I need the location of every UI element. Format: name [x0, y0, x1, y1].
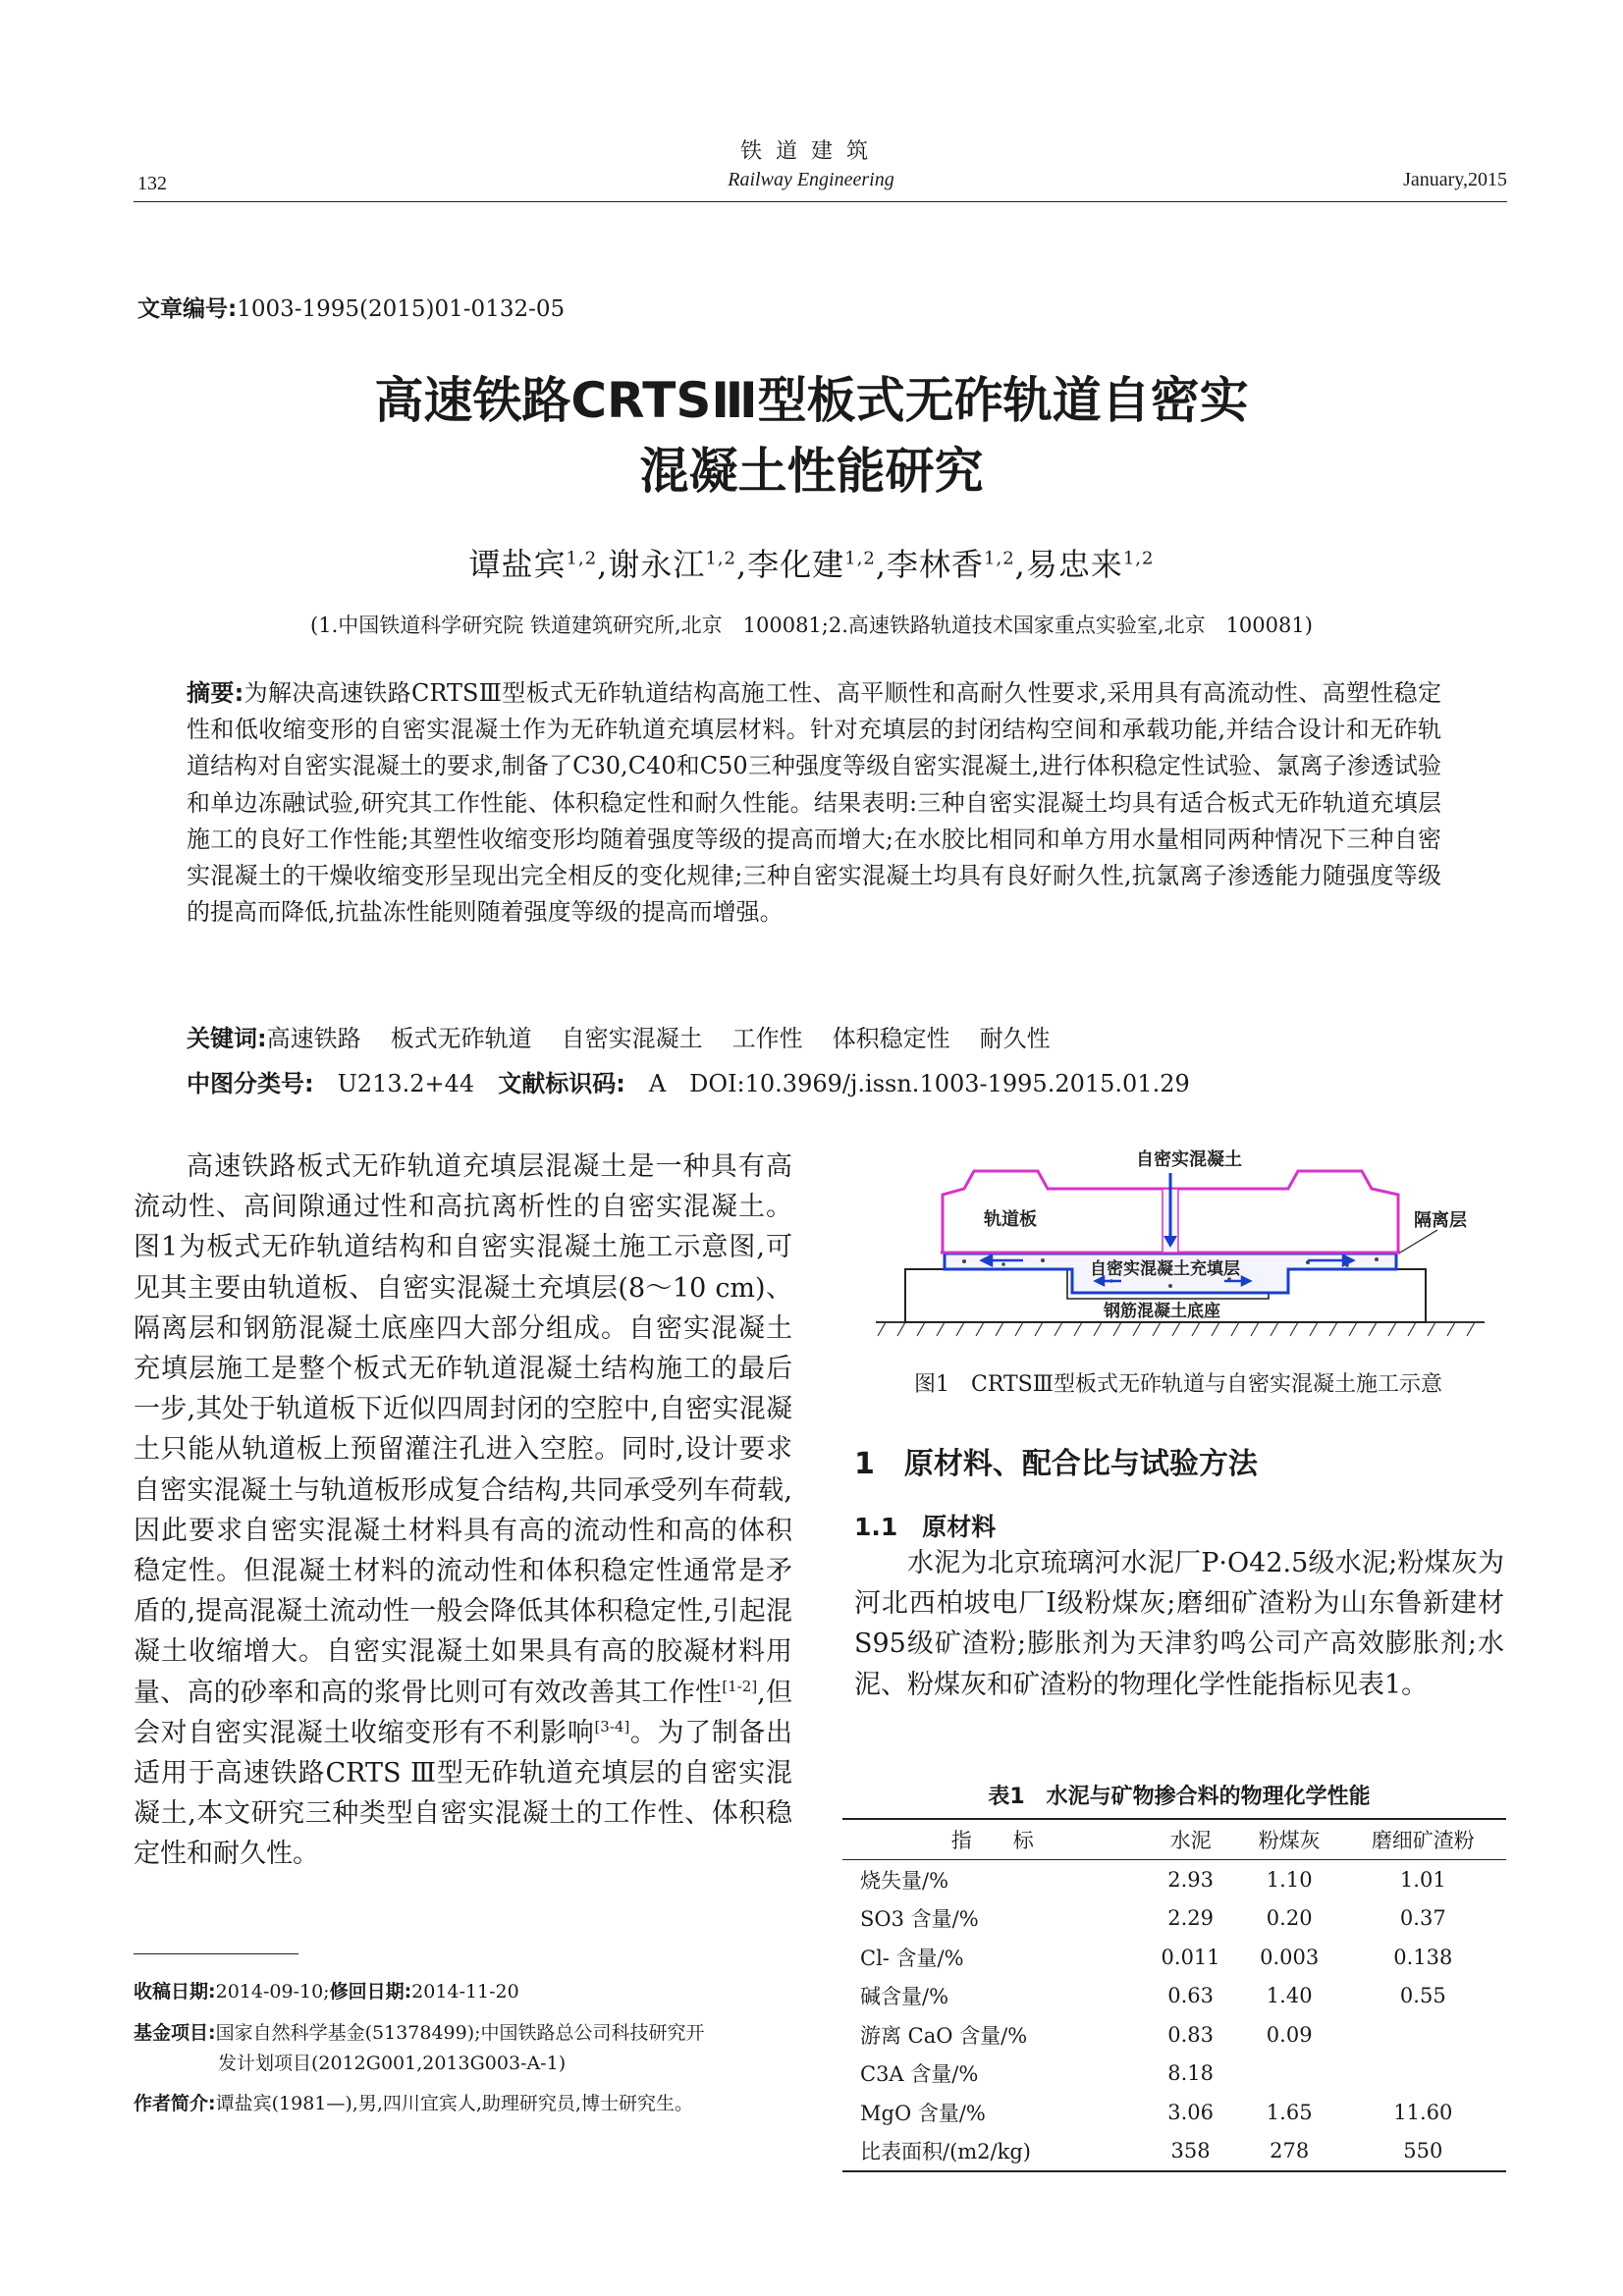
table-cell: 1.01	[1399, 1867, 1446, 1892]
table-row	[842, 1860, 1506, 1899]
received-date: 2014-09-10;	[215, 1981, 330, 2002]
table-cell: 0.55	[1399, 1984, 1446, 2008]
clc-value: U213.2+44	[337, 1070, 475, 1097]
received-label: 收稿日期:	[134, 1981, 216, 2002]
abstract-text: 为解决高速铁路CRTSⅢ型板式无砟轨道结构高施工性、高平顺性和高耐久性要求,采用具有高流动性、高塑性稳定性和低收缩变形的自密实混凝土作为无砟轨道充填层材料。针对充填层的封闭结构空间和承载功能,并结合设计和无砟轨道结构对自密实混凝土的要求,制备了C30,C40和C50三种强度等级自密实混凝土,进行体积稳定性试验、氯离子渗透试验和单边冻融试验,研究其工作性能、体积稳定性和耐久性能。结果表明:三种自密实混凝土均具有适合板式无砟轨道充填层施工的良好工作性能;其塑性收缩变形均随着强度等级的提高而增大;在水胶比相同和单方用水量相同两种情况下三种自密实混凝土的干燥收缩变形呈现出完全相反的变化规律;三种自密实混凝土均具有良好耐久性,抗氯离子渗透能力随强度等级的提高而降低,抗盐冻性能则随着强度等级的提高而增强。	[187, 679, 1441, 927]
table-cell: 358	[1142, 2132, 1238, 2172]
header-rule	[134, 201, 1507, 202]
keyword: 耐久性	[979, 1025, 1051, 1052]
footnote-rule	[134, 1953, 298, 1954]
table-row	[842, 2132, 1506, 2172]
keywords	[187, 1019, 1441, 1053]
doi: DOI:10.3969/j.issn.1003-1995.2015.01.29	[689, 1070, 1190, 1097]
row-label: MgO 含量/%	[860, 2101, 986, 2125]
author-affil-mark: 1,2	[1122, 548, 1155, 569]
table-cell: 0.63	[1167, 1984, 1214, 2008]
subsection-heading: 1.1 原材料	[854, 1513, 997, 1541]
column-header: 指 标	[842, 1819, 1142, 1860]
classification-line	[187, 1064, 1441, 1098]
label-track-slab: 轨道板	[984, 1209, 1037, 1230]
row-label: 游离 CaO 含量/%	[860, 2023, 1028, 2048]
author-list: 谭盐宾$^{1,2}$,谢永江$^{1,2}$,李化建$^{1,2}$,李林香$^{1,2}$,易忠来$^{1,2}$	[468, 546, 1155, 583]
table-cell: 2.29	[1167, 1906, 1214, 1931]
table-cell: 550	[1340, 2132, 1506, 2172]
table-cell	[1239, 2055, 1340, 2094]
author-bio	[134, 2089, 801, 2119]
keyword: 工作性	[731, 1025, 803, 1052]
table-row	[842, 2093, 1506, 2132]
table-cell: 2.93	[1167, 1867, 1214, 1892]
label-isolation: 隔离层	[1414, 1210, 1467, 1231]
paper-title-line2: 混凝土性能研究	[639, 443, 984, 500]
journal-title-cn: 铁道建筑	[739, 139, 882, 164]
table-cell: 1.40	[1266, 1984, 1313, 2008]
abstract-label: 摘要:	[187, 679, 244, 707]
intro-text-c: 。为了制备出适用于高速铁路CRTS Ⅲ型无砟轨道充填层的自密实混凝土,本文研究三种类型自密实混凝土的工作性、体积稳定性和耐久性。	[134, 1717, 793, 1870]
table-caption: 表1 水泥与矿物掺合料的物理化学性能	[988, 1785, 1371, 1809]
table-cell	[1340, 2055, 1506, 2094]
track-structure-diagram	[876, 1144, 1485, 1350]
table-cell: 11.60	[1393, 2100, 1453, 2124]
doc-code-value: A	[648, 1070, 667, 1097]
column-header: 水泥	[1142, 1819, 1238, 1860]
journal-title-en: Railway Engineering	[728, 169, 894, 190]
funding	[134, 2018, 801, 2049]
funding-text: 国家自然科学基金(51378499);中国铁路总公司科技研究开	[215, 2022, 705, 2044]
received-dates	[134, 1977, 801, 2007]
table-cell: 0.20	[1266, 1906, 1313, 1931]
page-number: 132	[137, 173, 167, 194]
table-row	[842, 1899, 1506, 1939]
table-row	[842, 2055, 1506, 2094]
revised-date: 2014-11-20	[411, 1981, 519, 2002]
table-cell: 1.65	[1266, 2100, 1313, 2124]
intro-text-b: ,但会对自密实混凝土收缩变形有不利影响	[134, 1677, 792, 1748]
author-name: 谢永江	[608, 546, 706, 583]
author-bio-text: 谭盐宾(1981—),男,四川宜宾人,助理研究员,博士研究生。	[215, 2093, 693, 2114]
row-label: SO3 含量/%	[860, 1907, 979, 1932]
row-label: C3A 含量/%	[860, 2062, 979, 2087]
table-cell: 0.83	[1167, 2022, 1214, 2047]
table-cell: 0.37	[1399, 1906, 1446, 1931]
keywords-label: 关键词:	[187, 1025, 267, 1052]
table-cell: 8.18	[1167, 2061, 1214, 2086]
author-bio-label: 作者简介:	[134, 2093, 216, 2114]
author-name: 李化建	[747, 546, 845, 583]
keyword: 自密实混凝土	[561, 1025, 703, 1052]
isolation-pointer	[1400, 1230, 1437, 1253]
table-row	[842, 2015, 1506, 2055]
issue-date: January,2015	[1403, 169, 1507, 190]
section-heading: 1 原材料、配合比与试验方法	[854, 1447, 1258, 1481]
table-header-row	[842, 1819, 1506, 1860]
funding-continued: 发计划项目(2012G001,2013G003-A-1)	[218, 2053, 567, 2074]
intro-text-a: 高速铁路板式无砟轨道充填层混凝土是一种具有高流动性、高间隙通过性和高抗离析性的自密实混凝土。图1为板式无砟轨道结构和自密实混凝土施工示意图,可见其主要由轨道板、自密实混凝土充填层(8～10 cm)、隔离层和钢筋混凝土底座四大部分组成。自密实混凝土充填层施工是整个板式无砟轨道混凝土结构施工的最后一步,其处于轨道板下近似四周封闭的空腔中,自密实混凝土只能从轨道板上预留灌注孔进入空腔。同时,设计要求自密实混凝土与轨道板形成复合结构,共同承受列车荷载,因此要求自密实混凝土材料具有高的流动性和高的体积稳定性。但混凝土材料的流动性和体积稳定性通常是矛盾的,提高混凝土流动性一般会降低其体积稳定性,引起混凝土收缩增大。自密实混凝土如果具有高的胶凝材料用量、高的砂率和高的浆骨比则可有效改善其工作性	[134, 1151, 792, 1708]
intro-paragraph	[134, 1147, 792, 1875]
table-row	[842, 1977, 1506, 2016]
author-name: 李林香	[887, 546, 985, 583]
column-header: 粉煤灰	[1239, 1819, 1340, 1860]
author-name: 谭盐宾	[468, 546, 567, 583]
article-number	[137, 291, 565, 323]
table-row	[842, 1938, 1506, 1977]
table-cell: 0.003	[1260, 1945, 1320, 1969]
table-cell: 278	[1239, 2132, 1340, 2172]
figure-1	[876, 1144, 1485, 1350]
row-label: 比表面积/(m2/kg)	[842, 2132, 1142, 2172]
properties-table	[842, 1818, 1506, 2172]
paper-title-line1: 高速铁路CRTSⅢ型板式无砟轨道自密实	[374, 372, 1249, 429]
keyword: 板式无砟轨道	[390, 1025, 532, 1052]
label-filling-layer: 自密实混凝土充填层	[1090, 1259, 1240, 1279]
author-affil-mark: 1,2	[844, 548, 876, 569]
author-affil-mark: 1,2	[705, 548, 736, 569]
revised-label: 修回日期:	[329, 1981, 412, 2002]
column-header: 磨细矿渣粉	[1340, 1819, 1506, 1860]
keyword: 高速铁路	[266, 1025, 361, 1052]
author-name: 易忠来	[1025, 546, 1123, 583]
figure-caption: 图1 CRTSⅢ型板式无砟轨道与自密实混凝土施工示意	[914, 1372, 1442, 1397]
article-number-value: 1003-1995(2015)01-0132-05	[237, 296, 566, 322]
label-base: 钢筋混凝土底座	[1104, 1302, 1220, 1321]
row-label: 烧失量/%	[860, 1868, 949, 1893]
table-cell: 3.06	[1167, 2100, 1214, 2124]
funding-label: 基金项目:	[134, 2022, 216, 2044]
table-cell: 0.09	[1266, 2022, 1313, 2047]
row-label: Cl- 含量/%	[860, 1946, 964, 1970]
table-cell: 0.011	[1161, 1945, 1220, 1969]
abstract	[187, 675, 1441, 931]
citation: [3-4]	[594, 1717, 630, 1735]
row-label: 碱含量/%	[860, 1985, 949, 2009]
article-number-label: 文章编号:	[137, 296, 238, 322]
affiliation: (1.中国铁道科学研究院 铁道建筑研究所,北京 100081;2.高速铁路轨道技术国家重点实验室,北京 100081)	[310, 614, 1313, 637]
table-cell	[1340, 2015, 1506, 2055]
keyword: 体积稳定性	[832, 1025, 950, 1052]
table-cell: 0.138	[1393, 1945, 1453, 1969]
label-scc: 自密实混凝土	[1136, 1149, 1242, 1170]
clc-label: 中图分类号:	[187, 1070, 314, 1097]
ground-hatch	[878, 1322, 1475, 1336]
author-affil-mark: 1,2	[566, 548, 598, 569]
doc-code-label: 文献标识码:	[498, 1070, 625, 1097]
table-cell: 1.10	[1266, 1867, 1313, 1892]
author-affil-mark: 1,2	[984, 548, 1015, 569]
citation: [1-2]	[722, 1677, 758, 1695]
materials-paragraph: 水泥为北京琉璃河水泥厂P·O42.5级水泥;粉煤灰为河北西柏坡电厂Ⅰ级粉煤灰;磨细矿渣粉为山东鲁新建材S95级矿渣粉;膨胀剂为天津豹鸣公司产高效膨胀剂;水泥、粉煤灰和矿渣粉的物理化学性能指标见表1。	[854, 1548, 1504, 1700]
